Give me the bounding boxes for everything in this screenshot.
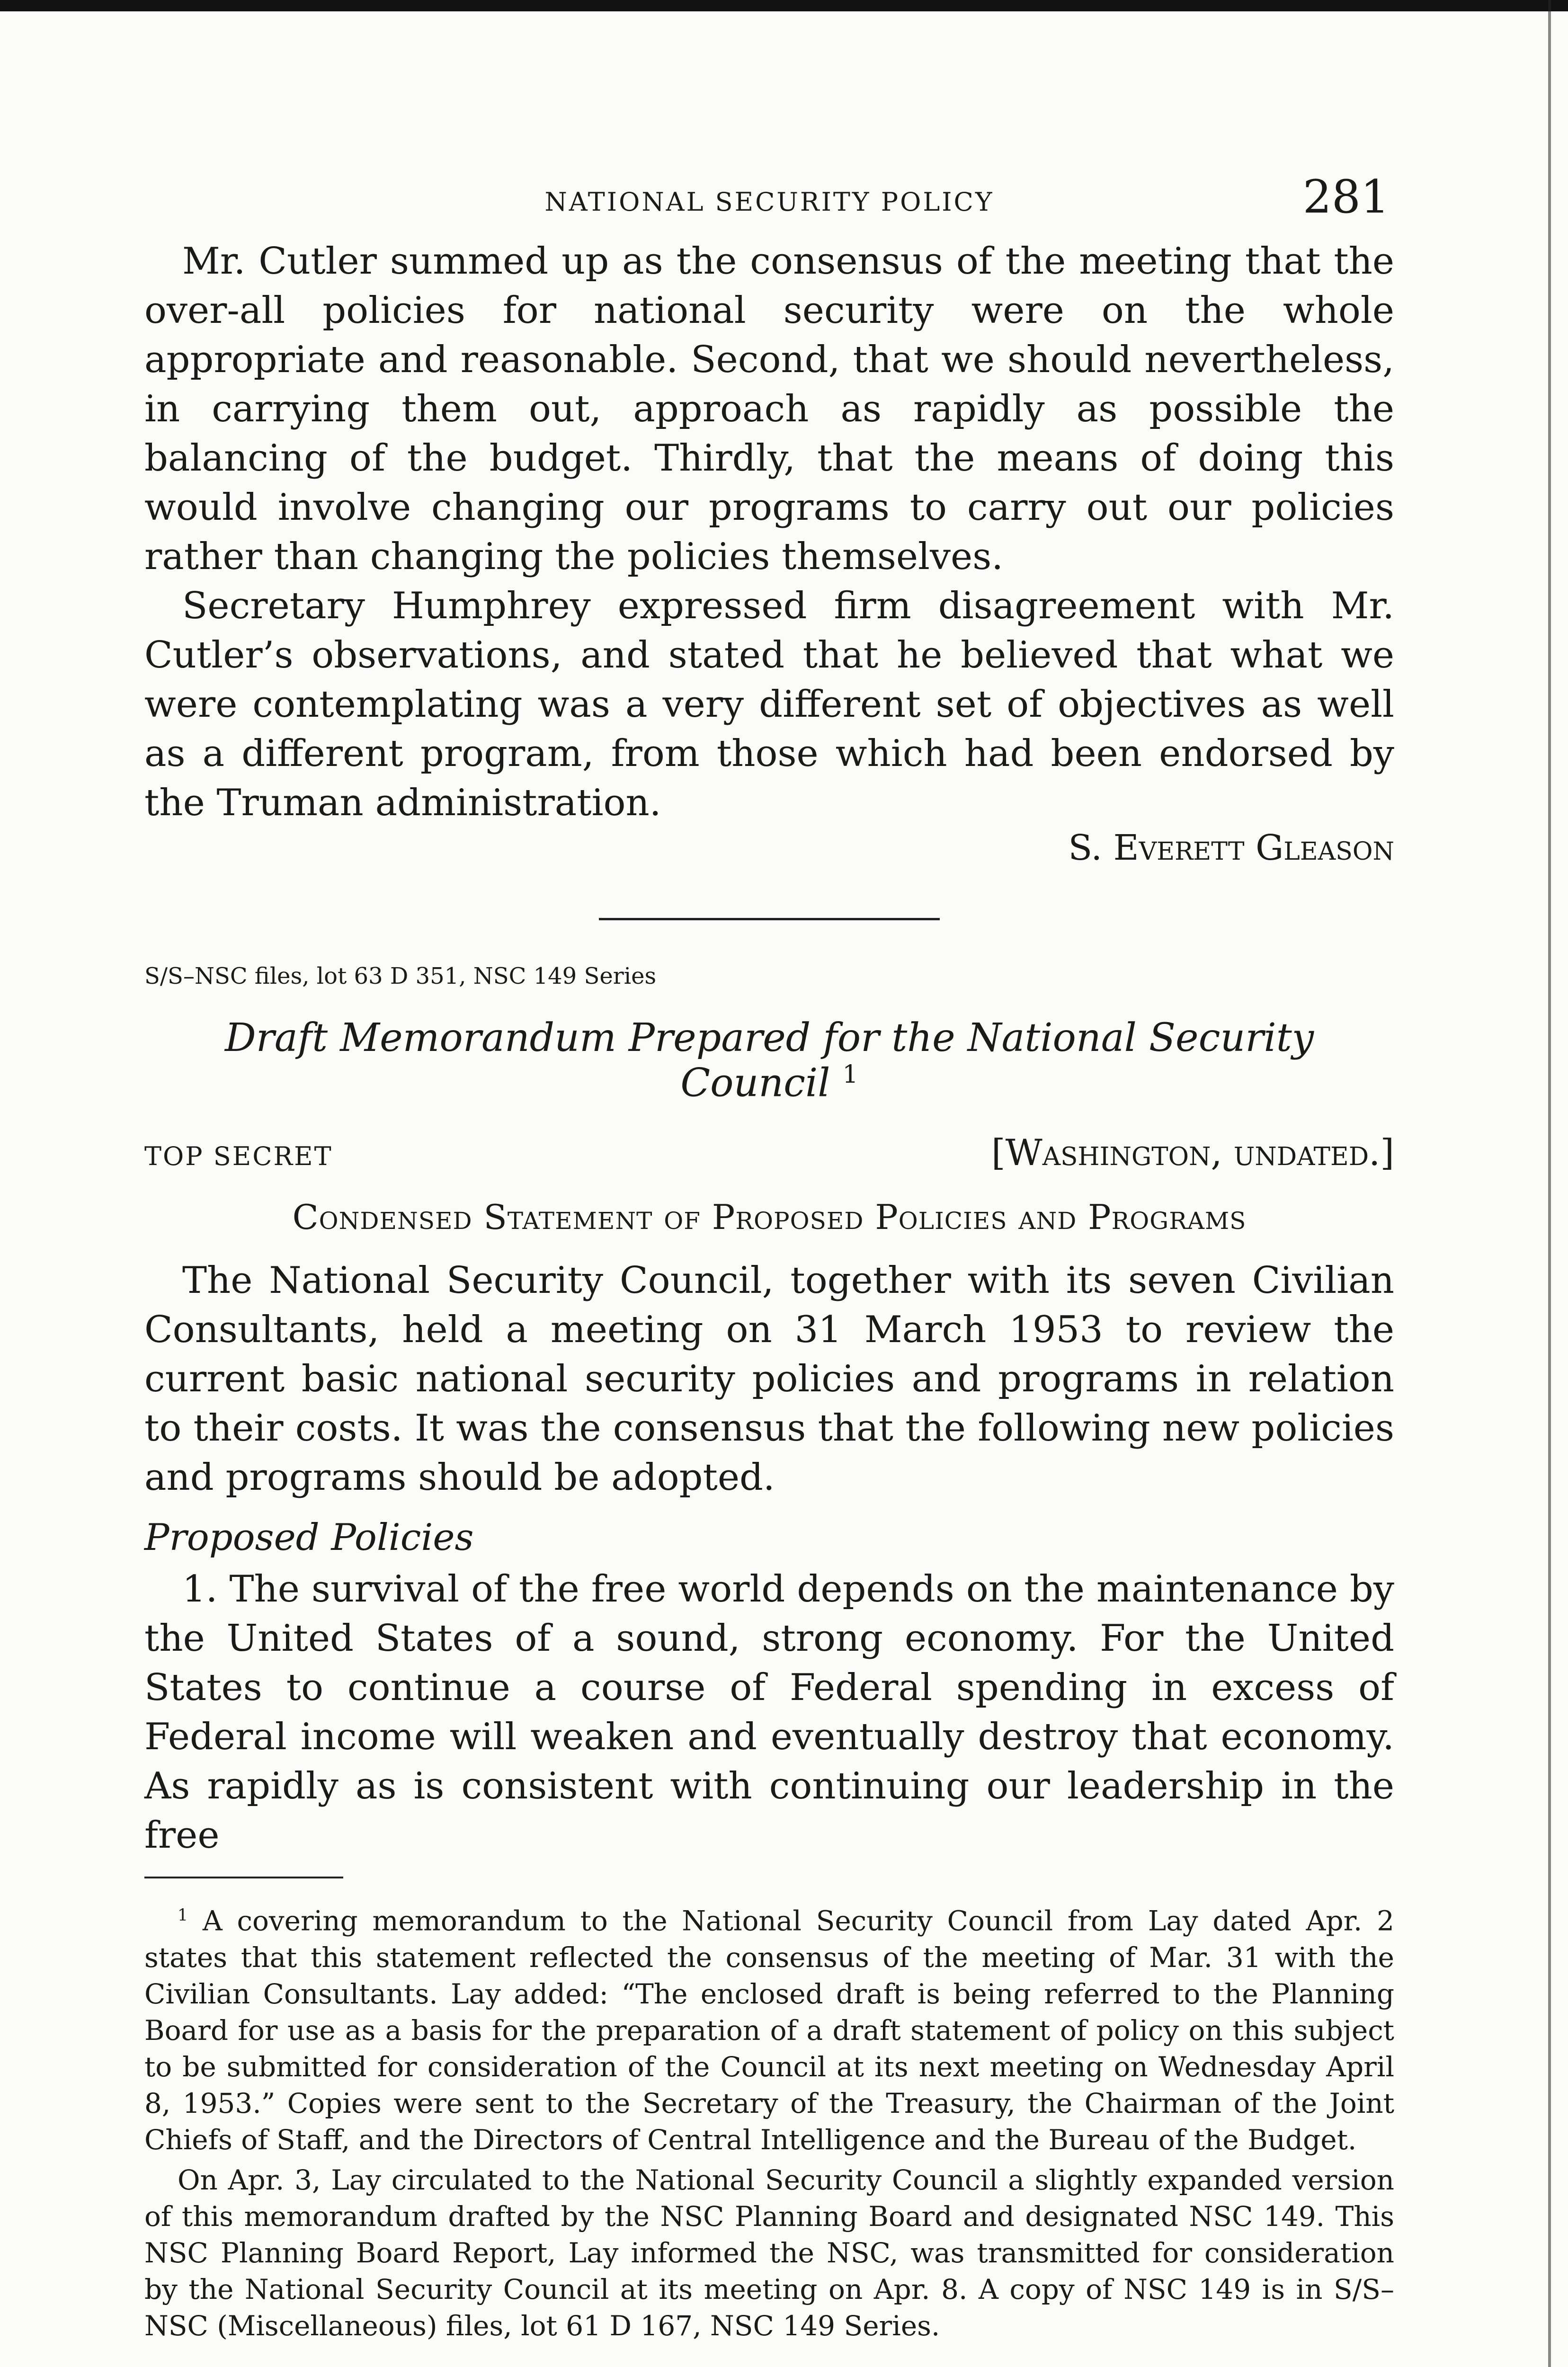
footnote-marker: 1 <box>178 1906 188 1925</box>
source-note: S/S–NSC files, lot 63 D 351, NSC 149 Series <box>144 963 657 989</box>
footnote-1-text: A covering memorandum to the National Security Council from Lay dated Apr. 2 states that this statement reflected the consensus of the meeting of Mar. 31 with the Civilian Consultants. Lay added: “The enclosed draft is being referred to the Planning Board for use as a basis for the preparation of a draft statement of policy on this subject to be submitted for consideration of the Council at its next meeting on Wednesday April 8, 1953.” Copies were sent to the Secretary of the Treasury, the Chairman of the Joint Chiefs of Staff, and the Directors of Central Intelligence and the Bureau of the Budget. <box>144 1904 1394 2156</box>
document-title-text: Draft Memorandum Prepared for the National Security Council <box>224 1015 1314 1106</box>
subject-heading: Condensed Statement of Proposed Policies and Programs <box>292 1197 1247 1237</box>
intro-paragraph: The National Security Council, together with its seven Civilian Consultants, held a meeting on 31 March 1953 to review the current basic national security policies and programs in relation to their costs. It was the consensus that the following new policies and programs should be adopted. <box>144 1259 1394 1499</box>
document-title <box>144 1015 1394 1105</box>
title-footnote-marker[interactable]: 1 <box>842 1060 858 1089</box>
place-date: [Washington, undated.] <box>991 1131 1394 1174</box>
signature: S. Everett Gleason <box>1068 828 1394 868</box>
cutler-paragraph: Mr. Cutler summed up as the consensus of the meeting that the over-all policies for national security were on the whole appropriate and reasonable. Second, that we should nevertheless, in carrying them out, approach as rapidly as possible the balancing of the budget. Thirdly, that the means of doing this would involve changing our programs to carry out our policies rather than changing the policies themselves. <box>144 240 1394 578</box>
section-heading: Proposed Policies <box>144 1516 474 1559</box>
page-number: 281 <box>1302 170 1390 223</box>
page-header <box>144 170 1394 237</box>
document-divider <box>599 918 940 920</box>
humphrey-paragraph: Secretary Humphrey expressed firm disagreement with Mr. Cutler’s observations, and stated that he believed that what we were contemplating was a very different set of objectives as well as a different program, from those which had been endorsed by the Truman administration. <box>144 585 1394 824</box>
footnote-1-continued: On Apr. 3, Lay circulated to the National Security Council a slightly expanded version of this memorandum drafted by the NSC Planning Board and designated NSC 149. This NSC Planning Board Report, Lay informed the NSC, was transmitted for consideration by the National Security Council at its meeting on Apr. 8. A copy of NSC 149 is in S/S–NSC (Miscellaneous) files, lot 61 D 167, NSC 149 Series. <box>144 2163 1394 2342</box>
document-page <box>144 170 1394 2344</box>
page-right-edge <box>1548 0 1551 2367</box>
footnote-rule <box>144 1877 343 1878</box>
footnote-1 <box>144 1897 1394 2158</box>
page-top-edge <box>0 0 1568 11</box>
classification-row <box>144 1131 1394 1174</box>
classification-label: TOP SECRET <box>144 1141 333 1172</box>
running-head: NATIONAL SECURITY POLICY <box>544 187 994 217</box>
policy-item-1: 1. The survival of the free world depends on the maintenance by the United States of a sound, strong economy. For the United States to continue a course of Federal spending in excess of Federal income will weaken and eventually destroy that economy. As rapidly as is consistent with continuing our leadership in the free <box>144 1568 1394 1857</box>
